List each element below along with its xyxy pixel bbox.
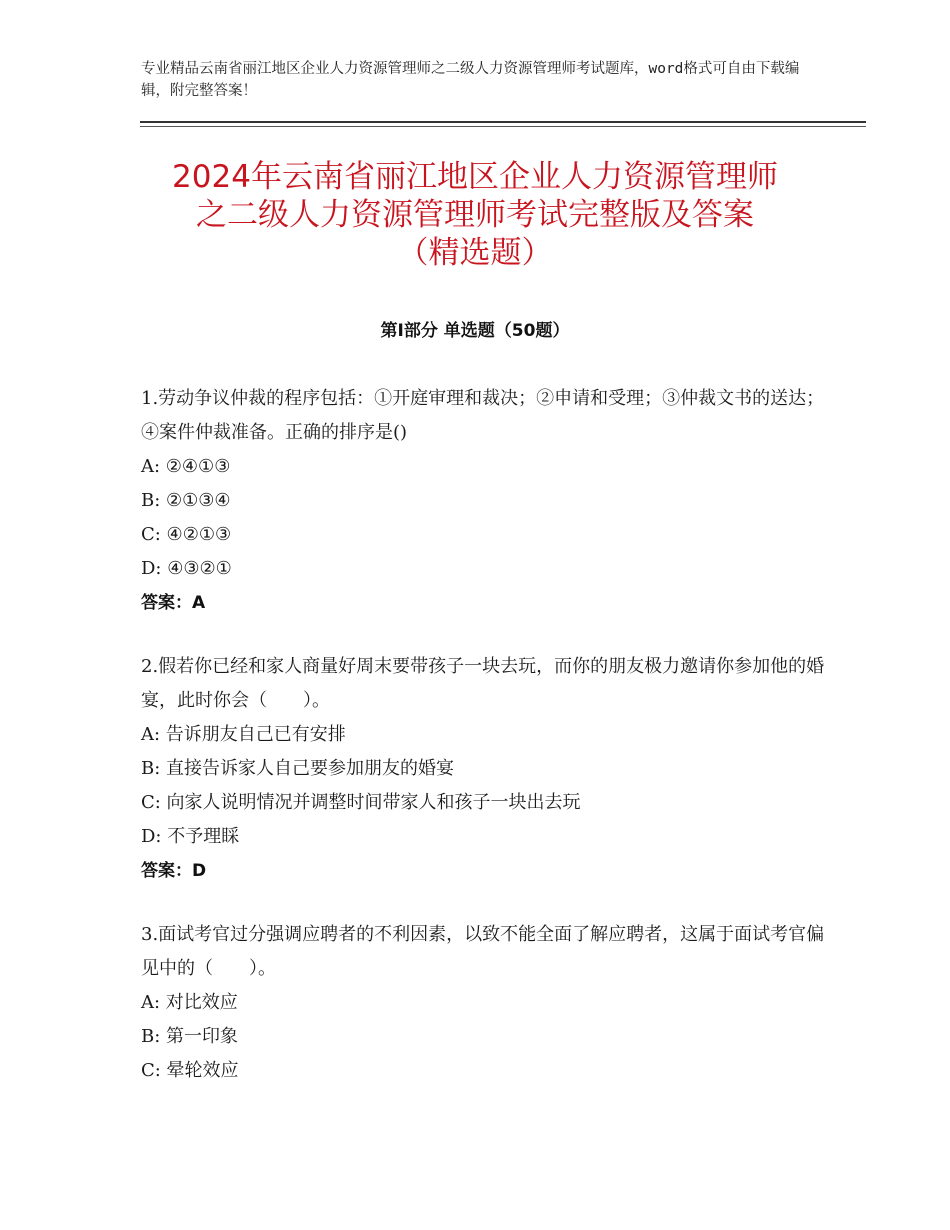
title-line-2: 之二级人力资源管理师考试完整版及答案 [196, 197, 754, 233]
option-b: B: 直接告诉家人自己要参加朋友的婚宴 [141, 758, 455, 779]
question-2 [141, 650, 841, 888]
question-1 [141, 382, 841, 620]
question-text: 1.劳动争议仲裁的程序包括：①开庭审理和裁决；②申请和受理；③仲裁文书的送达；④案件仲裁准备。正确的排序是() [141, 388, 825, 443]
option-b: B: ②①③④ [141, 490, 231, 511]
title-line-3: （精选题） [397, 235, 553, 271]
document-title [100, 158, 850, 272]
option-c: C: 晕轮效应 [141, 1060, 239, 1081]
question-text: 2.假若你已经和家人商量好周末要带孩子一块去玩，而你的朋友极力邀请你参加他的婚宴，此时你会（ ）。 [141, 656, 825, 711]
answer: 答案：D [141, 861, 207, 881]
question-3 [141, 918, 841, 1088]
question-list [141, 382, 841, 1118]
option-a: A: ②④①③ [141, 456, 231, 477]
option-c: C: ④②①③ [141, 524, 232, 545]
answer: 答案：A [141, 593, 206, 613]
option-a: A: 对比效应 [141, 992, 238, 1013]
header-note: 专业精品云南省丽江地区企业人力资源管理师之二级人力资源管理师考试题库，word格式可自由下载编辑，附完整答案！ [141, 61, 800, 99]
option-b: B: 第一印象 [141, 1026, 239, 1047]
option-d: D: 不予理睬 [141, 826, 240, 847]
title-line-1: 2024年云南省丽江地区企业人力资源管理师 [172, 159, 778, 195]
option-d: D: ④③②① [141, 558, 232, 579]
section-heading: 第Ⅰ部分 单选题（50题） [380, 321, 570, 341]
question-text: 3.面试考官过分强调应聘者的不利因素，以致不能全面了解应聘者，这属于面试考官偏见中的（ ）。 [141, 924, 825, 979]
header-rule-thick [140, 121, 866, 123]
option-a: A: 告诉朋友自己已有安排 [141, 724, 346, 745]
option-c: C: 向家人说明情况并调整时间带家人和孩子一块出去玩 [141, 792, 581, 813]
header-rule-thin [140, 126, 866, 127]
